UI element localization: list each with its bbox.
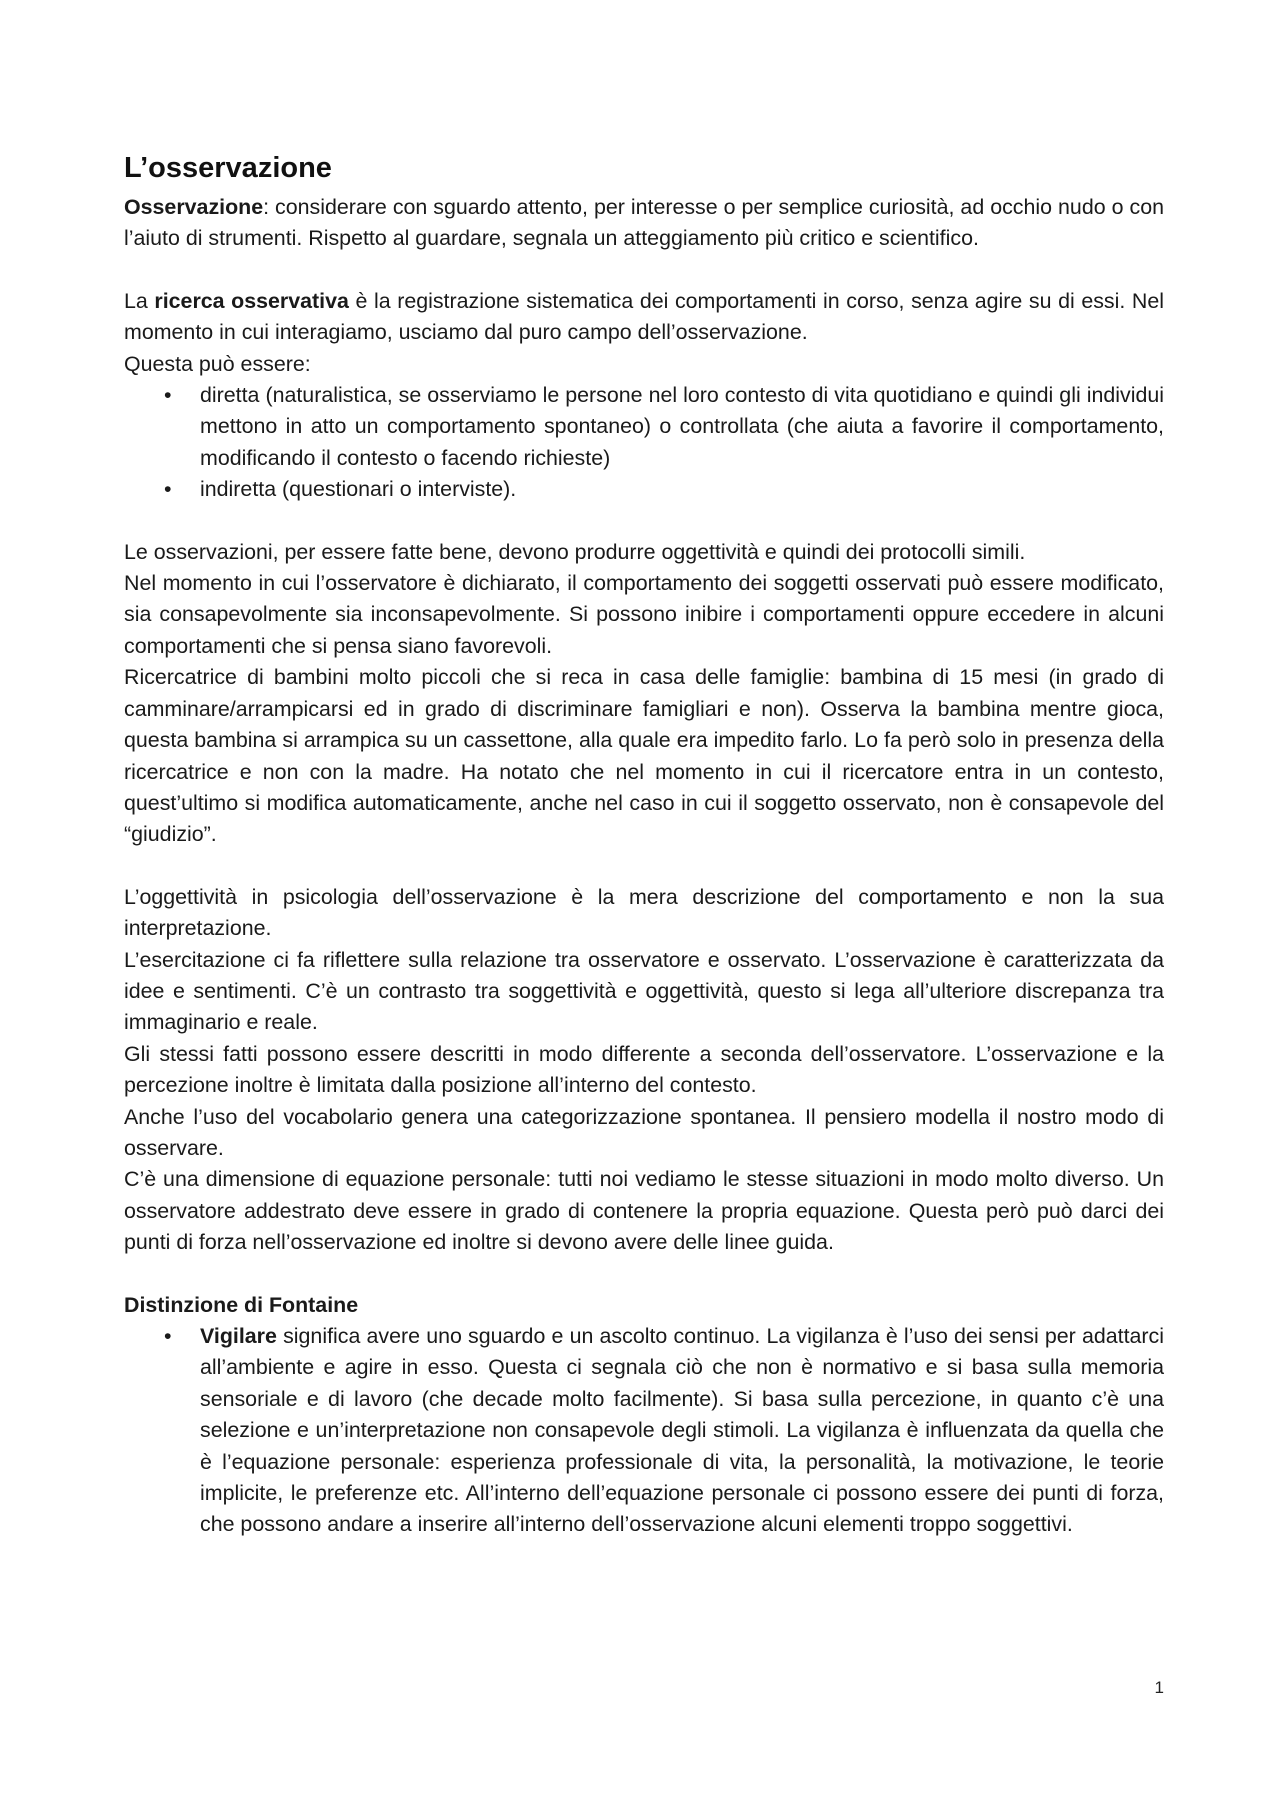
fontaine-list bbox=[124, 1321, 1164, 1541]
exercise-paragraph: L’esercitazione ci fa riflettere sulla relazione tra osservatore e osservato. L’osservazione è caratterizzata da idee e sentimenti. C’è un contrasto tra soggettività e oggettività, questo si lega all’ulteriore discrepanza tra immaginario e reale. bbox=[124, 947, 1164, 1035]
list-item-text: indiretta (questionari o interviste). bbox=[200, 477, 517, 502]
bullet-icon: • bbox=[164, 477, 172, 502]
vocabulary-paragraph: Anche l’uso del vocabolario genera una categorizzazione spontanea. Il pensiero modella il nostro modo di osservare. bbox=[124, 1104, 1164, 1160]
psychology-objectivity-paragraph: L’oggettività in psicologia dell’osservazione è la mera descrizione del comportamento e non la sua interpretazione. bbox=[124, 884, 1164, 941]
research-paragraph bbox=[124, 286, 1164, 349]
paragraph-gap bbox=[124, 1259, 1164, 1290]
list-item bbox=[124, 474, 1164, 505]
list-item bbox=[124, 1321, 1164, 1541]
paragraph-gap bbox=[124, 506, 1164, 537]
document-page bbox=[124, 150, 1164, 1541]
personal-equation-paragraph: C’è una dimensione di equazione personale: tutti noi vediamo le stesse situazioni in modo molto diverso. Un osservatore addestrato deve essere in grado di contenere la propria equazione. Questa però può darci dei punti di forza nell’osservazione ed inoltre si devono avere delle linee guida. bbox=[124, 1167, 1164, 1255]
research-text: è la registrazione sistematica dei comportamenti in corso, senza agire su di essi. Nel momento in cui interagiamo, usciamo dal puro campo dell’osservazione. bbox=[124, 288, 1164, 345]
observer-effect-paragraph: Nel momento in cui l’osservatore è dichiarato, il comportamento dei soggetti osservati può essere modificato, sia consapevolmente sia inconsapevolmente. Si possono inibire i comportamenti oppure eccedere in alcuni comportamenti che si pensa siano favorevoli. bbox=[124, 571, 1164, 658]
paragraph-gap bbox=[124, 255, 1164, 286]
example-paragraph: Ricercatrice di bambini molto piccoli che si reca in casa delle famiglie: bambina di 15 mesi (in grado di camminare/arrampicarsi ed in grado di discriminare famigliari e non). Osserva la bambina mentre gioca, questa bambina si arrampica su un cassettone, alla quale era impedito farlo. Lo fa però solo in presenza della ricercatrice e non con la madre. Ha notato che nel momento in cui il ricercatore entra in un contesto, quest’ultimo si modifica automaticamente, anche nel caso in cui il soggetto osservato, non è consapevole del “giudizio”. bbox=[124, 665, 1164, 847]
paragraph-gap bbox=[124, 851, 1164, 882]
page-title: L’osservazione bbox=[124, 152, 332, 184]
research-pre: La bbox=[124, 288, 155, 313]
same-facts-paragraph: Gli stessi fatti possono essere descritti in modo differente a seconda dell’osservatore. L’osservazione e la percezione inoltre è limitata dalla posizione all’interno del contesto. bbox=[124, 1041, 1164, 1098]
intro-paragraph bbox=[124, 192, 1164, 255]
list-item bbox=[124, 380, 1164, 474]
page-number: 1 bbox=[1154, 1678, 1164, 1697]
research-term: ricerca osservativa bbox=[154, 288, 349, 313]
bullet-icon: • bbox=[164, 383, 172, 408]
research-types-list bbox=[124, 380, 1164, 506]
list-item-text: diretta (naturalistica, se osserviamo le persone nel loro contesto di vita quotidiano e quindi gli individui mettono in atto un comportamento spontaneo) o controllata (che aiuta a favorire il comportamento, modificando il contesto o facendo richieste) bbox=[200, 383, 1164, 470]
intro-text: : considerare con sguardo attento, per interesse o per semplice curiosità, ad occhio nudo o con l’aiuto di strumenti. Rispetto al guardare, segnala un atteggiamento più critico e scientifico. bbox=[124, 195, 1164, 251]
fontaine-heading: Distinzione di Fontaine bbox=[124, 1292, 359, 1317]
objectivity-paragraph: Le osservazioni, per essere fatte bene, devono produrre oggettività e quindi dei protocolli simili. bbox=[124, 539, 1026, 564]
bullet-icon: • bbox=[164, 1324, 172, 1348]
intro-term: Osservazione bbox=[124, 195, 264, 219]
fontaine-term: Vigilare bbox=[200, 1324, 277, 1348]
list-item-text bbox=[200, 1324, 1164, 1536]
research-types-intro: Questa può essere: bbox=[124, 351, 311, 376]
fontaine-text: significa avere uno sguardo e un ascolto continuo. La vigilanza è l’uso dei sensi per adattarci all’ambiente e agire in esso. Questa ci segnala ciò che non è normativo e si basa sulla memoria sensoriale e di lavoro (che decade molto facilmente). Si basa sulla percezione, in quanto c’è una selezione e un’interpretazione non consapevole degli stimoli. La vigilanza è influenzata da quella che è l’equazione personale: esperienza professionale di vita, la personalità, la motivazione, le teorie implicite, le preferenze etc. All’interno dell’equazione personale ci possono essere dei punti di forza, che possono andare a inserire all’interno dell’osservazione alcuni elementi troppo soggettivi. bbox=[200, 1324, 1164, 1537]
